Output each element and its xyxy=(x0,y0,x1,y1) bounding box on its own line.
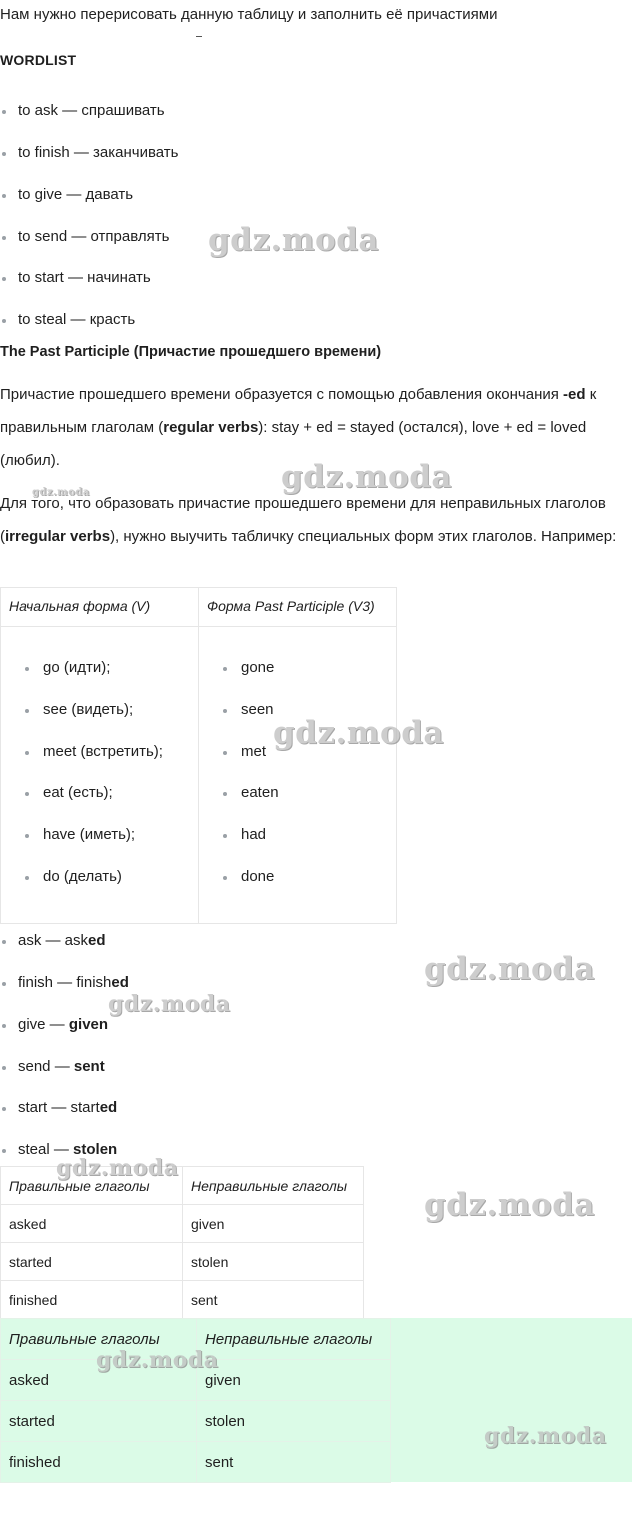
list-item: steal — stolen xyxy=(18,1141,117,1158)
table-row: finished sent xyxy=(1,1281,364,1319)
divider xyxy=(196,36,202,37)
list-item: to ask — спрашивать xyxy=(18,102,165,119)
list-item: to send — отправлять xyxy=(18,228,169,245)
list-item: have (иметь); xyxy=(43,826,135,843)
paragraph-irregular: Для того, что образовать причастие прошедшего времени для неправильных глаголов (irregular verbs), нужно выучить табличку специальных форм этих глаголов. Например: xyxy=(0,495,617,545)
list-item: send — sent xyxy=(18,1058,105,1075)
participle-list xyxy=(199,627,396,923)
list-item: had xyxy=(241,826,266,843)
highlighted-answer-table xyxy=(0,1318,391,1483)
watermark: gdz.moda xyxy=(56,1155,179,1181)
table-row: started stolen xyxy=(1,1401,391,1442)
list-item: eat (есть); xyxy=(43,784,113,801)
intro-text: Нам нужно перерисовать данную таблицу и заполнить её причастиями xyxy=(0,6,498,23)
wordlist-title: WORDLIST xyxy=(0,52,77,68)
watermark: gdz.moda xyxy=(32,487,90,498)
answer-table xyxy=(0,1166,364,1319)
list-item: eaten xyxy=(241,784,279,801)
watermark: gdz.moda xyxy=(108,991,231,1017)
list-item: to steal — красть xyxy=(18,311,135,328)
list-item: go (идти); xyxy=(43,659,110,676)
list-item: to start — начинать xyxy=(18,269,151,286)
table-row: finished sent xyxy=(1,1442,391,1483)
section-title: The Past Participle (Причастие прошедшего времени) xyxy=(0,344,382,360)
table-row: asked given xyxy=(1,1360,391,1401)
table-row: asked given xyxy=(1,1205,364,1243)
list-item: gone xyxy=(241,659,274,676)
list-item: meet (встретить); xyxy=(43,743,163,760)
table-header: Правильные глаголы xyxy=(1,1167,183,1205)
table-row: started stolen xyxy=(1,1243,364,1281)
list-item: to finish — заканчивать xyxy=(18,144,178,161)
list-item: done xyxy=(241,868,274,885)
paragraph-regular: Причастие прошедшего времени образуется с помощью добавления окончания -ed к правильным глаголам (regular verbs): stay + ed = stayed (остался), love + ed = loved (любил). xyxy=(0,386,597,469)
list-item: seen xyxy=(241,701,274,718)
irregular-verbs-table xyxy=(0,587,397,924)
table-header: Правильные глаголы xyxy=(1,1319,197,1360)
watermark: gdz.moda xyxy=(273,715,444,751)
list-item: see (видеть); xyxy=(43,701,133,718)
watermark: gdz.moda xyxy=(281,459,452,495)
watermark: gdz.moda xyxy=(96,1347,219,1373)
list-item: ask — asked xyxy=(18,932,106,949)
list-item: finish — finished xyxy=(18,974,129,991)
list-item: start — started xyxy=(18,1099,117,1116)
list-item: met xyxy=(241,743,266,760)
list-item: do (делать) xyxy=(43,868,122,885)
watermark: gdz.moda xyxy=(424,951,595,987)
watermark: gdz.moda xyxy=(424,1187,595,1223)
table-header: Неправильные глаголы xyxy=(183,1167,364,1205)
verb-list xyxy=(1,627,198,923)
list-item: give — given xyxy=(18,1016,108,1033)
table-header: Начальная форма (V) xyxy=(1,588,199,627)
watermark: gdz.moda xyxy=(208,222,379,258)
watermark: gdz.moda xyxy=(484,1423,607,1449)
table-header: Форма Past Participle (V3) xyxy=(199,588,397,627)
list-item: to give — давать xyxy=(18,186,133,203)
table-header: Неправильные глаголы xyxy=(197,1319,391,1360)
highlight-background xyxy=(391,1318,632,1482)
